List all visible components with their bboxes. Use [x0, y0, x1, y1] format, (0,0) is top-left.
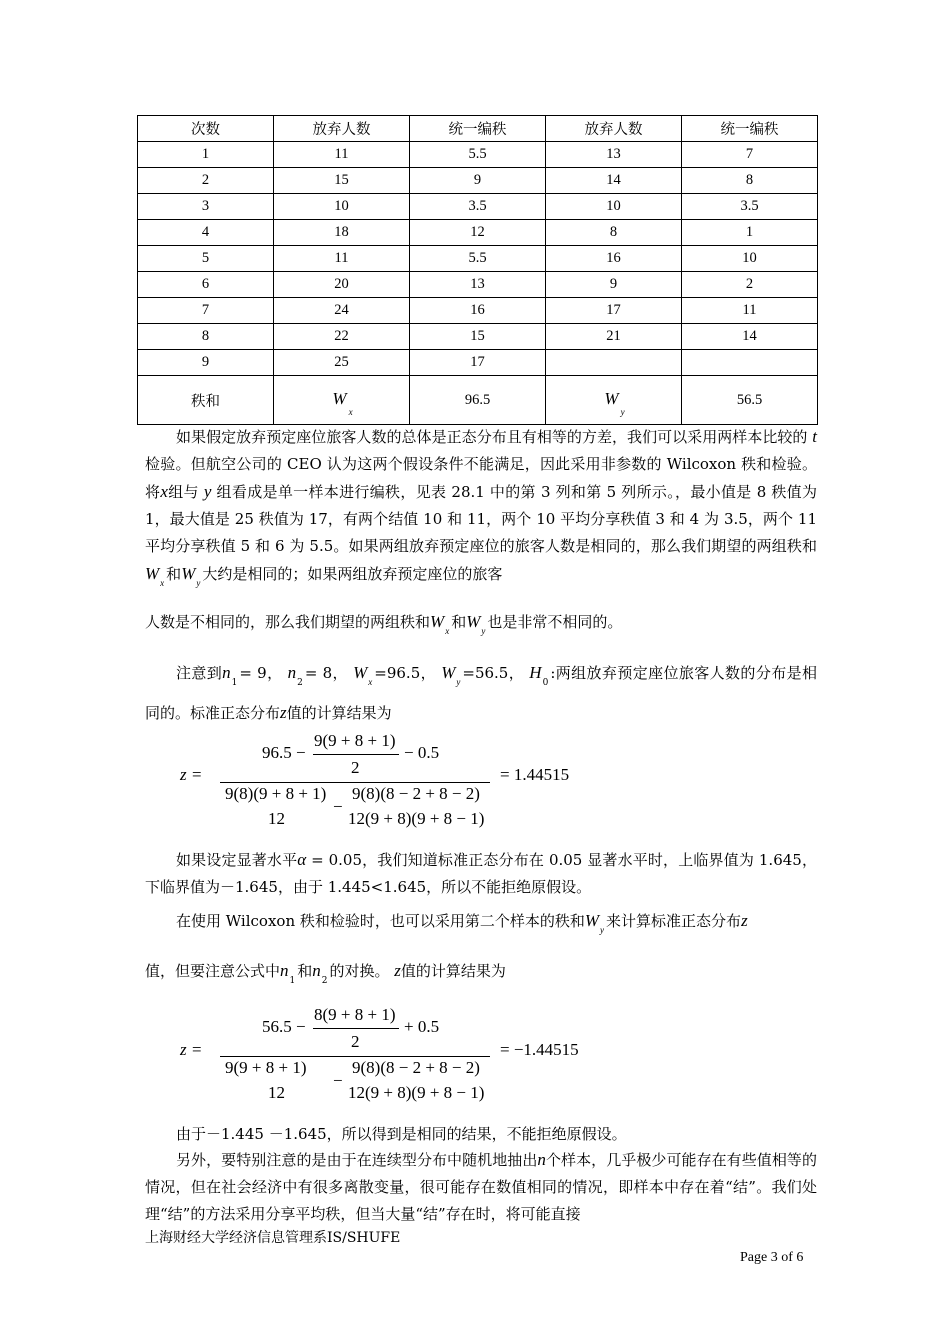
table-cell: 21 [546, 324, 682, 350]
page-number: Page 3 of 6 [740, 1250, 804, 1265]
table-cell: 12 [410, 220, 546, 246]
table-row [138, 220, 818, 246]
paragraph-1: 如果假定放弃预定座位旅客人数的总体是正态分布且有相等的方差，我们可以采用两样本比较的 t 检验。但航空公司的 CEO 认为这两个假设条件不能满足，因此采用非参数的 Wilcoxon 秩和检验。将x组与 y 组看成是单一样本进行编秩，见表 28.1 中的第 3 列和第 5 列所示。，最小值是 8 秩值为 1，最大值是 25 秩值为 17，有两个结值 10 和 11，两个 10 平均分享秩值 3 和 4 为 3.5，两个 11 平均分享秩值 5 和 6 为 5.5。如果两组放弃预定座位的旅客人数是相同的，那么我们期望的两组秩和$W_x$ 和$W_y$ 大约是相同的；如果两组放弃预定座位的旅客 [145, 427, 817, 588]
formula-z-label: z = [180, 765, 203, 784]
formula-term: 12 [268, 1083, 285, 1102]
wy-symbol: $W_y$ [546, 376, 682, 425]
table-row [138, 142, 818, 168]
table-header-row [138, 116, 818, 142]
table-row [138, 272, 818, 298]
table-cell: 8 [682, 168, 818, 194]
formula-term: 56.5 − [262, 1017, 306, 1036]
table-cell: 9 [138, 350, 274, 376]
table-cell: 16 [410, 298, 546, 324]
header-cell: 放弃人数 [546, 116, 682, 142]
table-cell: 5.5 [410, 246, 546, 272]
fraction-bar [313, 754, 399, 755]
fraction-bar [313, 1028, 399, 1029]
table-cell: 24 [274, 298, 410, 324]
table-cell: 11 [274, 142, 410, 168]
formula-result: = 1.44515 [500, 765, 570, 784]
paragraph-2: 注意到$n_1= 9$， $n_2= 8$， $W_x =96.5$， $W_y =56.5$， $H_0$:两组放弃预定座位旅客人数的分布是相同的。标准正态分布z值的计算结果为 [145, 663, 817, 722]
table-row [138, 324, 818, 350]
table-cell: 9 [410, 168, 546, 194]
table-cell: 14 [546, 168, 682, 194]
paragraph-4-tail: 值，但要注意公式中$n_1$和$n_2$的对换。 z值的计算结果为 [145, 961, 506, 986]
table-cell: 16 [546, 246, 682, 272]
paragraph-1-tail: 人数是不相同的，那么我们期望的两组秩和$W_x$ 和$W_y$ 也是非常不相同的。 [145, 612, 623, 636]
table-cell: 13 [546, 142, 682, 168]
formula-term: 12 [268, 809, 285, 828]
formula-term: − [333, 797, 343, 816]
table-row [138, 168, 818, 194]
sum-label: 秩和 [138, 376, 274, 425]
table-cell: 25 [274, 350, 410, 376]
table-body [138, 142, 818, 376]
wx-value: 96.5 [410, 376, 546, 425]
formula-term: 9(8)(9 + 8 + 1) [225, 784, 327, 803]
formula-term: 12(9 + 8)(9 + 8 − 1) [348, 1083, 485, 1102]
table-cell [682, 350, 818, 376]
formula-term: 9(8)(8 − 2 + 8 − 2) [352, 1058, 480, 1077]
table-cell: 15 [274, 168, 410, 194]
formula-term: + 0.5 [404, 1017, 440, 1036]
table-cell: 5.5 [410, 142, 546, 168]
table-cell: 17 [410, 350, 546, 376]
table-cell: 3.5 [410, 194, 546, 220]
table-row [138, 194, 818, 220]
wx-symbol: $W_x$ [274, 376, 410, 425]
formula-term: 2 [351, 758, 360, 777]
formula-term: − [333, 1071, 343, 1090]
paragraph-4: 在使用 Wilcoxon 秩和检验时，也可以采用第二个样本的秩和$W_y$ 来计算标准正态分布z [176, 911, 748, 935]
formula-term: 9(9 + 8 + 1) [225, 1058, 307, 1077]
table-cell: 4 [138, 220, 274, 246]
table-cell: 17 [546, 298, 682, 324]
table-row [138, 350, 818, 376]
table-cell: 8 [138, 324, 274, 350]
table-cell: 10 [274, 194, 410, 220]
footer-org: 上海财经大学经济信息管理系IS/SHUFE [145, 1230, 401, 1246]
formula-term: 9(9 + 8 + 1) [314, 731, 396, 750]
table-cell: 1 [682, 220, 818, 246]
paragraph-3: 如果设定显著水平α = 0.05，我们知道标准正态分布在 0.05 显著水平时，上临界值为 1.645，下临界值为－1.645，由于 1.445<1.645，所以不能拒绝原假设。 [145, 850, 817, 896]
table-cell: 13 [410, 272, 546, 298]
table-cell: 11 [682, 298, 818, 324]
formula-z-label: z = [180, 1040, 203, 1059]
formula-term: 8(9 + 8 + 1) [314, 1005, 396, 1024]
wy-value: 56.5 [682, 376, 818, 425]
formula-term: 2 [351, 1032, 360, 1051]
table-cell: 7 [138, 298, 274, 324]
table-cell: 9 [546, 272, 682, 298]
table-row [138, 298, 818, 324]
table-cell: 8 [546, 220, 682, 246]
table-cell [546, 350, 682, 376]
header-cell: 次数 [138, 116, 274, 142]
paragraph-6: 另外，要特别注意的是由于在连续型分布中随机地抽出n个样本，几乎极少可能存在有些值相等的情况，但在社会经济中有很多离散变量，很可能存在数值相同的情况，即样本中存在着“结”。我们处理“结”的方法采用分享平均秩，但当大量“结”存在时，将可能直接 [145, 1150, 817, 1223]
header-cell: 统一编秩 [410, 116, 546, 142]
table-cell: 18 [274, 220, 410, 246]
table-cell: 5 [138, 246, 274, 272]
formula-result: = −1.44515 [500, 1040, 579, 1059]
formula-term: − 0.5 [404, 743, 440, 762]
sum-row [138, 376, 818, 425]
table-cell: 2 [138, 168, 274, 194]
table-cell: 10 [682, 246, 818, 272]
table-cell: 3.5 [682, 194, 818, 220]
table-cell: 15 [410, 324, 546, 350]
header-cell: 放弃人数 [274, 116, 410, 142]
table-cell: 11 [274, 246, 410, 272]
header-cell: 统一编秩 [682, 116, 818, 142]
formula-term: 12(9 + 8)(9 + 8 − 1) [348, 809, 485, 828]
table-row [138, 246, 818, 272]
table-cell: 2 [682, 272, 818, 298]
main-fraction-bar [220, 782, 490, 783]
rank-table [137, 115, 818, 425]
table-cell: 7 [682, 142, 818, 168]
table-cell: 3 [138, 194, 274, 220]
table-cell: 22 [274, 324, 410, 350]
table-cell: 1 [138, 142, 274, 168]
formula-term: 96.5 − [262, 743, 306, 762]
table-cell: 10 [546, 194, 682, 220]
table-cell: 6 [138, 272, 274, 298]
table-cell: 20 [274, 272, 410, 298]
main-fraction-bar [220, 1056, 490, 1057]
formula-term: 9(8)(8 − 2 + 8 − 2) [352, 784, 480, 803]
table-cell: 14 [682, 324, 818, 350]
paragraph-5: 由于－1.445 －1.645，所以得到是相同的结果，不能拒绝原假设。 [176, 1125, 627, 1143]
